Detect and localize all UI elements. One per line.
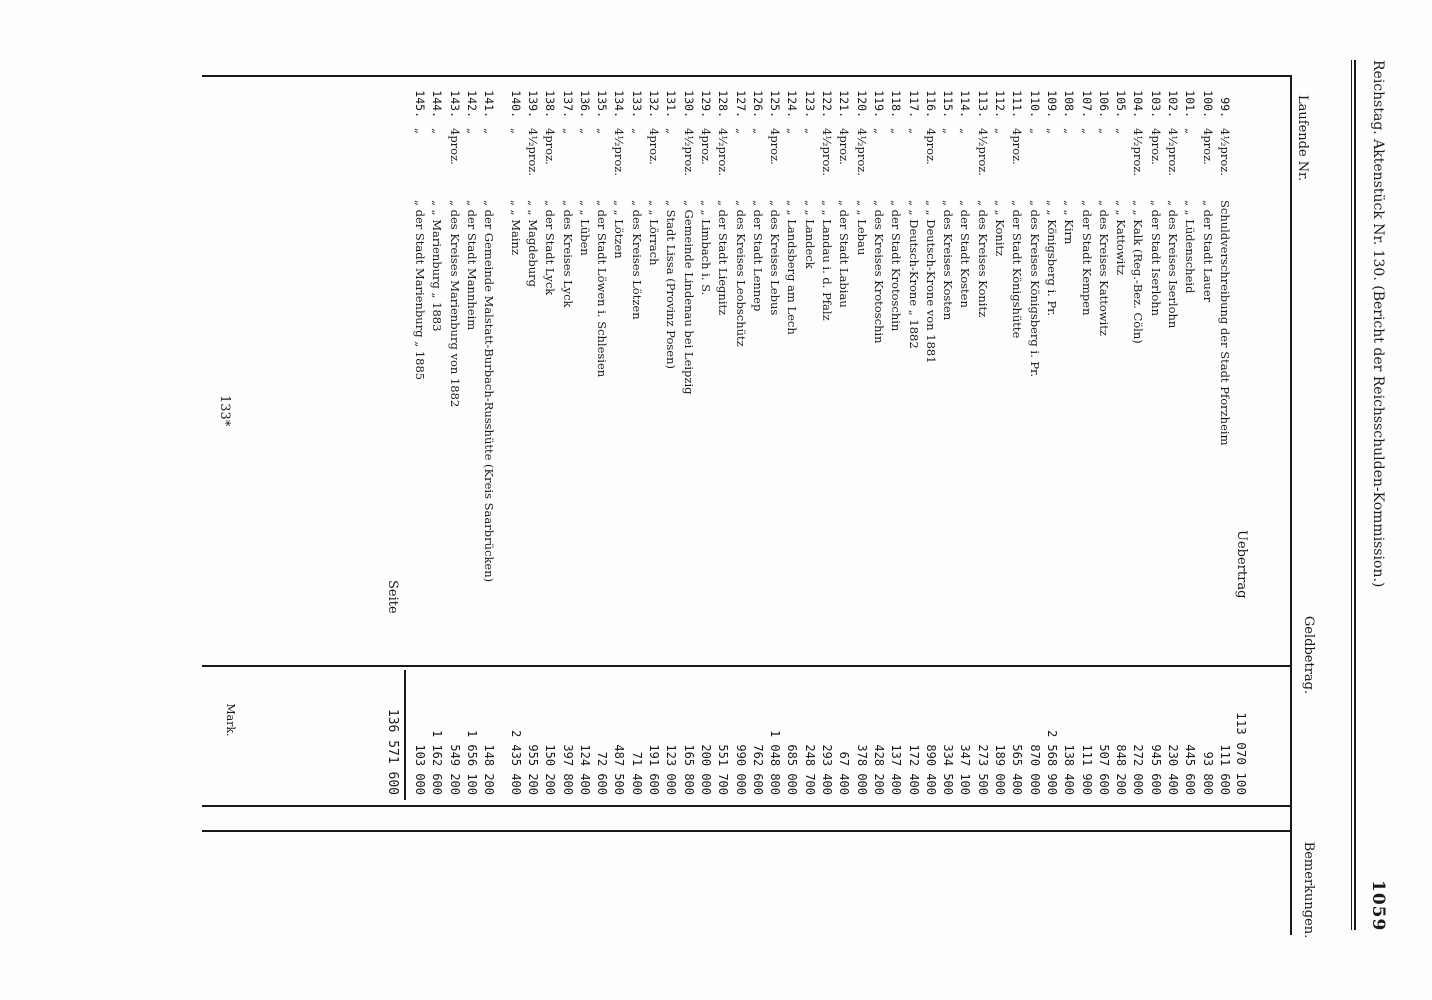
row-amount: 138 400: [1062, 744, 1077, 795]
row-rate: „: [993, 128, 1008, 134]
row-rate: 4½proz.: [820, 128, 835, 176]
row-description: „ „ Konitz: [993, 200, 1008, 257]
row-amount: 72 600: [595, 751, 610, 795]
page-signature: 133*: [217, 395, 232, 427]
row-number: 122.: [820, 90, 835, 118]
row-amount: 870 000: [1027, 744, 1042, 795]
row-rate: „: [577, 128, 592, 134]
row-rate: „: [1027, 128, 1042, 134]
row-rate: „: [465, 128, 480, 134]
remarks-column-left: [202, 830, 1292, 832]
row-description: „ „ Lötzen: [612, 200, 627, 259]
row-number: 123.: [802, 90, 817, 118]
page-title: Reichstag. Aktenstück Nr. 130. (Bericht der Reichsschulden-Kommission.): [1370, 60, 1386, 588]
row-number: 130.: [681, 90, 696, 118]
row-description: „ der Stadt Kempen: [1079, 200, 1094, 316]
row-number: 114.: [958, 90, 973, 118]
row-amount: 272 000: [1131, 744, 1146, 795]
row-amount: 549 200: [447, 744, 462, 795]
row-description: „ der Stadt Lennep: [750, 200, 765, 312]
uebertrag-row: [1415, 0, 1432, 1000]
row-number: 102.: [1166, 90, 1181, 118]
row-number: 137.: [560, 90, 575, 118]
row-description: „ des Kreises Kosten: [941, 200, 956, 321]
row-number: 115.: [941, 90, 956, 118]
seite-amount: 136 571 600: [384, 708, 400, 795]
row-description: „ „ Lebau: [854, 200, 869, 256]
row-number: 121.: [837, 90, 852, 118]
row-description: „ „ Lüdenscheid: [1183, 200, 1198, 294]
row-number: 131.: [664, 90, 679, 118]
row-number: 101.: [1183, 90, 1198, 118]
row-amount: 507 600: [1096, 744, 1111, 795]
row-description: „ des Kreises Marienburg von 1882: [447, 200, 462, 408]
row-amount: 990 000: [733, 744, 748, 795]
row-description: „ „ Deutsch-Krone von 1881: [923, 200, 938, 364]
row-number: 99.: [1218, 97, 1232, 118]
row-amount: 445 600: [1183, 744, 1198, 795]
row-number: 104.: [1131, 90, 1146, 118]
row-rate: „: [1045, 128, 1059, 134]
row-amount: 2 568 900: [1045, 729, 1059, 795]
row-rate: „: [958, 128, 973, 134]
row-rate: „: [482, 128, 497, 134]
row-amount: 172 400: [906, 744, 921, 795]
row-rate: 4proz.: [1010, 128, 1025, 165]
row-description: „ der Stadt Lyck: [543, 200, 558, 296]
row-number: 109.: [1045, 90, 1059, 118]
row-description: „ „ Deutsch-Krone „ 1882: [906, 200, 921, 349]
row-amount: 111 900: [1079, 744, 1094, 795]
row-description: „ Stadt Lissa (Provinz Posen): [664, 200, 679, 369]
seite-label: Seite: [384, 580, 400, 614]
row-description: „ der Stadt Labiau: [837, 200, 852, 308]
row-description: „ der Stadt Iserlohn: [1148, 200, 1163, 317]
row-number: 111.: [1010, 90, 1025, 118]
row-amount: 1 048 800: [768, 729, 783, 795]
row-amount: 71 400: [629, 751, 644, 795]
row-amount: 93 800: [1200, 751, 1215, 795]
row-amount: 123 000: [664, 744, 679, 795]
uebertrag-label: Uebertrag: [1234, 530, 1249, 599]
row-number: 145.: [413, 90, 428, 118]
row-rate: „: [872, 128, 886, 134]
row-amount: 150 200: [543, 744, 558, 795]
row-description: „ „ Kalk (Reg.-Bez. Cöln): [1131, 200, 1146, 344]
row-amount: 848 200: [1114, 744, 1129, 795]
row-number: 119.: [872, 90, 886, 118]
row-amount: 230 400: [1166, 744, 1181, 795]
row-amount: 397 800: [560, 744, 575, 795]
row-number: 142.: [465, 90, 480, 118]
row-description: „ „ Landau i. d. Pfalz: [820, 200, 835, 321]
row-number: 120.: [854, 90, 869, 118]
row-amount: 890 400: [923, 744, 938, 795]
row-description: „ „ Marienburg „ 1883: [430, 200, 445, 332]
row-rate: „: [413, 128, 428, 134]
table-left-border: [202, 75, 1292, 77]
row-amount: 165 800: [681, 744, 696, 795]
header-rule-thin: [1351, 60, 1352, 930]
sum-rule: [404, 670, 406, 800]
row-description: „ „ Königsberg i. Pr.: [1045, 200, 1059, 317]
row-amount: 551 700: [716, 744, 731, 795]
row-amount: 1 656 100: [465, 729, 480, 795]
row-description: „ „ Kirn: [1062, 200, 1077, 245]
row-rate: „: [629, 128, 644, 134]
row-rate: „: [1183, 128, 1198, 134]
column-header-geld: Geldbetrag.: [1301, 615, 1316, 695]
row-description: „ des Kreises Konitz: [975, 200, 990, 318]
row-amount: 685 000: [785, 744, 800, 795]
row-rate: 4proz.: [699, 128, 713, 165]
row-number: 143.: [447, 90, 462, 118]
row-rate: „: [906, 128, 921, 134]
row-rate: „: [785, 128, 800, 134]
row-description: „ „ Magdeburg: [526, 200, 540, 288]
row-amount: 148 200: [482, 744, 497, 795]
row-number: 107.: [1079, 90, 1094, 118]
row-description: „ der Stadt Königshütte: [1010, 200, 1025, 339]
row-number: 127.: [733, 90, 748, 118]
row-description: „ „ Limbach i. S.: [699, 200, 713, 296]
row-rate: 4½proz.: [1131, 128, 1146, 176]
row-number: 126.: [750, 90, 765, 118]
row-description: „ des Kreises Königsberg i. Pr.: [1027, 200, 1042, 378]
page-number: 1059: [1368, 880, 1388, 932]
row-number: 106.: [1096, 90, 1111, 118]
row-rate: „: [1114, 128, 1129, 134]
row-rate: 4½proz.: [854, 128, 869, 176]
row-description: „ der Gemeinde Malstatt-Burbach-Russhütte (Kreis Saarbrücken): [482, 200, 497, 583]
row-amount: 955 200: [526, 744, 540, 795]
row-description: „ des Kreises Krotoschin: [872, 200, 886, 344]
row-amount: 565 400: [1010, 744, 1025, 795]
row-rate: 4proz.: [768, 128, 783, 165]
row-rate: 4proz.: [647, 128, 662, 165]
row-amount: 124 400: [577, 744, 592, 795]
amount-column-right: [202, 805, 1292, 807]
row-number: 108.: [1062, 90, 1077, 118]
row-amount: 487 500: [612, 744, 627, 795]
row-rate: 4½proz.: [1166, 128, 1181, 176]
row-number: 129.: [699, 90, 713, 118]
row-rate: „: [664, 128, 679, 134]
row-number: 136.: [577, 90, 592, 118]
uebertrag-amount: 113 070 100: [1234, 712, 1249, 795]
row-rate: 4proz.: [1200, 128, 1215, 165]
row-description: „ „ Lüben: [577, 200, 592, 256]
column-header-bem: Bemerkungen.: [1301, 841, 1316, 939]
row-number: 118.: [889, 90, 904, 118]
row-rate: 4proz.: [923, 128, 938, 165]
row-amount: 2 435 400: [508, 729, 523, 795]
column-header-lfd: Laufende Nr.: [1295, 95, 1310, 182]
row-description: „ des Kreises Lebus: [768, 200, 783, 316]
row-rate: „: [941, 128, 956, 134]
row-rate: „: [1096, 128, 1111, 134]
row-rate: 4proz.: [837, 128, 852, 165]
row-rate: 4½proz.: [975, 128, 990, 176]
row-rate: 4proz.: [447, 128, 462, 165]
row-description: „ „ Kattowitz: [1114, 200, 1129, 276]
row-number: 134.: [612, 90, 627, 118]
row-description: „ der Stadt Kosten: [958, 200, 973, 308]
row-rate: „: [802, 128, 817, 134]
row-amount: 67 400: [837, 751, 852, 795]
row-number: 140.: [508, 90, 523, 118]
row-description: „ „ Mainz: [508, 200, 523, 256]
row-description: „ „ Landsberg am Lech: [785, 200, 800, 335]
row-amount: 103 000: [413, 744, 428, 795]
row-amount: 334 500: [941, 744, 956, 795]
row-rate: „: [750, 128, 765, 134]
row-description: „ des Kreises Lyck: [560, 200, 575, 308]
row-amount: 293 400: [820, 744, 835, 795]
row-number: 128.: [716, 90, 731, 118]
row-amount: 248 700: [802, 744, 817, 795]
row-number: 141.: [482, 90, 497, 118]
row-rate: 4½proz.: [612, 128, 627, 176]
row-number: 103.: [1148, 90, 1163, 118]
row-rate: „: [889, 128, 904, 134]
row-rate: 4½proz.: [526, 128, 540, 176]
amount-column-left: [202, 665, 1292, 667]
row-rate: „: [733, 128, 748, 134]
row-number: 105.: [1114, 90, 1129, 118]
row-rate: 4½proz.: [1218, 128, 1232, 176]
row-description: „ des Kreises Kattowitz: [1096, 200, 1111, 336]
row-rate: „: [595, 128, 610, 134]
row-amount: 945 600: [1148, 744, 1163, 795]
row-description: Schuldverschreibung der Stadt Pforzheim: [1218, 200, 1232, 446]
row-amount: 428 200: [872, 744, 886, 795]
row-number: 144.: [430, 90, 445, 118]
row-number: 124.: [785, 90, 800, 118]
row-description: „ „ Landeck: [802, 200, 817, 269]
row-rate: 4½proz.: [681, 128, 696, 176]
row-rate: „: [1062, 128, 1077, 134]
row-rate: „: [430, 128, 445, 134]
row-rate: 4½proz.: [716, 128, 731, 176]
row-rate: „: [560, 128, 575, 134]
row-description: „ des Kreises Iserlohn: [1166, 200, 1181, 329]
row-amount: 347 100: [958, 744, 973, 795]
row-description: „ Gemeinde Lindenau bei Leipzig: [681, 200, 696, 395]
row-description: „ des Kreises Leobschütz: [733, 200, 748, 347]
row-description: „ der Stadt Lauer: [1200, 200, 1215, 303]
row-description: „ des Kreises Lötzen: [629, 200, 644, 320]
header-rule: [1355, 60, 1357, 930]
row-number: 132.: [647, 90, 662, 118]
row-description: „ der Stadt Krotoschin: [889, 200, 904, 332]
row-amount: 378 000: [854, 744, 869, 795]
row-description: „ der Stadt Mannheim: [465, 200, 480, 331]
row-number: 112.: [993, 90, 1008, 118]
row-amount: 191 600: [647, 744, 662, 795]
row-description: „ „ Lörrach: [647, 200, 662, 266]
row-amount: 1 162 600: [430, 729, 445, 795]
row-number: 125.: [768, 90, 783, 118]
row-description: „ der Stadt Marienburg „ 1885: [413, 200, 428, 381]
row-number: 117.: [906, 90, 921, 118]
row-rate: „: [1079, 128, 1094, 134]
row-number: 116.: [923, 90, 938, 118]
row-number: 113.: [975, 90, 990, 118]
row-number: 139.: [526, 90, 540, 118]
row-rate: „: [508, 128, 523, 134]
row-description: „ der Stadt Löwen i. Schlesien: [595, 200, 610, 378]
row-number: 135.: [595, 90, 610, 118]
row-amount: 200 000: [699, 744, 713, 795]
row-number: 133.: [629, 90, 644, 118]
row-description: „ der Stadt Liegnitz: [716, 200, 731, 316]
row-rate: 4proz.: [1148, 128, 1163, 165]
row-number: 110.: [1027, 90, 1042, 118]
row-amount: 189 000: [993, 744, 1008, 795]
row-number: 100.: [1200, 90, 1215, 118]
column-header-mark: Mark.: [224, 703, 237, 737]
row-number: 138.: [543, 90, 558, 118]
row-amount: 273 500: [975, 744, 990, 795]
row-amount: 762 600: [750, 744, 765, 795]
row-amount: 111 600: [1218, 744, 1232, 795]
row-rate: 4proz.: [543, 128, 558, 165]
row-amount: 137 400: [889, 744, 904, 795]
